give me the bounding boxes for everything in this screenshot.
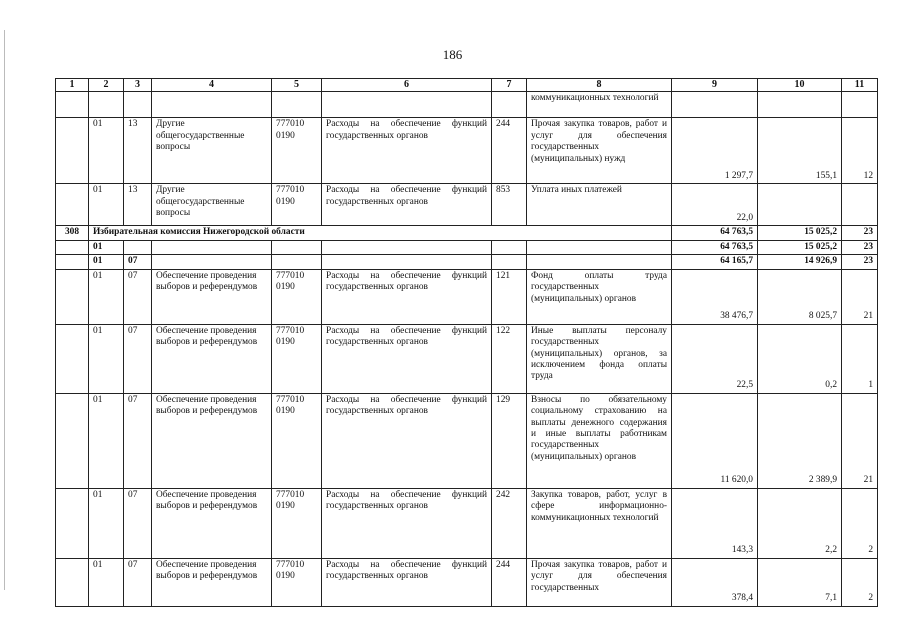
table-cell — [56, 393, 89, 488]
table-cell: 777010 0190 — [272, 269, 322, 324]
column-header-row — [56, 79, 878, 92]
table-cell: Уплата иных платежей — [527, 184, 672, 226]
table-cell — [527, 240, 672, 254]
table-cell: 777010 0190 — [272, 324, 322, 393]
column-header: 11 — [842, 79, 878, 92]
table-cell: 22,0 — [672, 184, 758, 226]
table-cell: 38 476,7 — [672, 269, 758, 324]
table-cell — [672, 92, 758, 118]
table-cell: 01 — [89, 240, 124, 254]
table-cell: Прочая закупка товаров, работ и услуг для обеспечения государственных (муниципальных) нужд — [527, 118, 672, 184]
table-cell: 7,1 — [758, 558, 842, 606]
table-cell — [492, 92, 527, 118]
table-cell: Расходы на обеспечение функций государственных органов — [322, 488, 492, 558]
table-cell: 13 — [124, 184, 152, 226]
table-cell: 2 389,9 — [758, 393, 842, 488]
table-cell — [322, 92, 492, 118]
table-row — [56, 558, 878, 606]
table-cell: 07 — [124, 324, 152, 393]
table-cell: 15 025,2 — [758, 240, 842, 254]
table-cell: 2 — [842, 488, 878, 558]
table-cell — [56, 92, 89, 118]
table-cell: 143,3 — [672, 488, 758, 558]
table-cell: Расходы на обеспечение функций государственных органов — [322, 393, 492, 488]
table-cell: Обеспечение проведения выборов и референдумов — [152, 393, 272, 488]
table-cell: Расходы на обеспечение функций государственных органов — [322, 558, 492, 606]
table-cell: 8 025,7 — [758, 269, 842, 324]
table-row — [56, 226, 878, 240]
table-cell — [124, 92, 152, 118]
table-cell: 1 — [842, 324, 878, 393]
table-row — [56, 184, 878, 226]
table-cell: 07 — [124, 255, 152, 269]
table-cell: 01 — [89, 558, 124, 606]
table-row — [56, 269, 878, 324]
table-cell: Другие общегосударственные вопросы — [152, 184, 272, 226]
table-cell — [758, 92, 842, 118]
table-cell — [152, 240, 272, 254]
table-cell — [56, 118, 89, 184]
table-cell — [492, 240, 527, 254]
table-cell: 2 — [842, 558, 878, 606]
table-cell — [322, 240, 492, 254]
table-cell — [56, 488, 89, 558]
table-cell: 64 763,5 — [672, 226, 758, 240]
column-header: 10 — [758, 79, 842, 92]
table-cell: 21 — [842, 269, 878, 324]
table-cell: 1 297,7 — [672, 118, 758, 184]
table-cell — [152, 255, 272, 269]
table-cell: 01 — [89, 269, 124, 324]
table-cell: 2,2 — [758, 488, 842, 558]
table-cell — [842, 184, 878, 226]
table-cell: 155,1 — [758, 118, 842, 184]
table-cell: коммуникационных технологий — [527, 92, 672, 118]
table-cell: Иные выплаты персоналу государственных (муниципальных) органов, за исключением фонда оплаты труда — [527, 324, 672, 393]
table-cell: 122 — [492, 324, 527, 393]
table-cell — [272, 92, 322, 118]
table-cell: 12 — [842, 118, 878, 184]
table-cell: 01 — [89, 184, 124, 226]
table-cell: 777010 0190 — [272, 393, 322, 488]
table-cell — [272, 255, 322, 269]
table-row — [56, 255, 878, 269]
table-cell: Избирательная комиссия Нижегородской области — [89, 226, 672, 240]
table-cell — [56, 269, 89, 324]
table-cell: 01 — [89, 324, 124, 393]
left-margin-rule — [4, 30, 5, 590]
table-cell: 64 165,7 — [672, 255, 758, 269]
table-cell — [89, 92, 124, 118]
table-cell: 01 — [89, 118, 124, 184]
table-cell: Прочая закупка товаров, работ и услуг для обеспечения государственных — [527, 558, 672, 606]
table-cell: 121 — [492, 269, 527, 324]
table-cell: 07 — [124, 269, 152, 324]
table-cell — [527, 255, 672, 269]
table-cell: 07 — [124, 488, 152, 558]
table-cell: Обеспечение проведения выборов и референдумов — [152, 558, 272, 606]
table-cell: 14 926,9 — [758, 255, 842, 269]
table-cell — [56, 255, 89, 269]
table-cell — [124, 240, 152, 254]
table-body — [56, 79, 878, 607]
table-cell — [56, 240, 89, 254]
column-header: 8 — [527, 79, 672, 92]
table-cell: 242 — [492, 488, 527, 558]
column-header: 6 — [322, 79, 492, 92]
table-cell: 13 — [124, 118, 152, 184]
table-cell: 777010 0190 — [272, 118, 322, 184]
table-cell — [56, 184, 89, 226]
table-cell: Другие общегосударственные вопросы — [152, 118, 272, 184]
table-cell: Взносы по обязательному социальному страхованию на выплаты денежного содержания и иные выплаты работникам государственных (муниципальных) органов — [527, 393, 672, 488]
column-header: 9 — [672, 79, 758, 92]
table-cell: 129 — [492, 393, 527, 488]
budget-table — [55, 78, 878, 607]
column-header: 3 — [124, 79, 152, 92]
table-cell: Расходы на обеспечение функций государственных органов — [322, 324, 492, 393]
table-cell: Фонд оплаты труда государственных (муниципальных) органов — [527, 269, 672, 324]
table-cell: 853 — [492, 184, 527, 226]
table-cell — [758, 184, 842, 226]
column-header: 1 — [56, 79, 89, 92]
table-cell: 244 — [492, 118, 527, 184]
table-cell: Обеспечение проведения выборов и референдумов — [152, 324, 272, 393]
table-cell: 64 763,5 — [672, 240, 758, 254]
table-cell: 23 — [842, 255, 878, 269]
table-cell — [152, 92, 272, 118]
table-cell: 01 — [89, 488, 124, 558]
table-cell: 07 — [124, 393, 152, 488]
table-row — [56, 488, 878, 558]
table-cell: Обеспечение проведения выборов и референдумов — [152, 269, 272, 324]
table-row — [56, 324, 878, 393]
table-row — [56, 92, 878, 118]
table-cell: 15 025,2 — [758, 226, 842, 240]
table-cell: Расходы на обеспечение функций государственных органов — [322, 269, 492, 324]
column-header: 2 — [89, 79, 124, 92]
table-cell — [492, 255, 527, 269]
table-cell: 244 — [492, 558, 527, 606]
page-number: 186 — [442, 47, 463, 62]
table-cell: 01 — [89, 255, 124, 269]
table-cell — [56, 558, 89, 606]
table-row — [56, 118, 878, 184]
column-header: 5 — [272, 79, 322, 92]
table-cell — [56, 324, 89, 393]
table-cell: 11 620,0 — [672, 393, 758, 488]
table-cell: 0,2 — [758, 324, 842, 393]
table-cell: 23 — [842, 240, 878, 254]
table-cell: 308 — [56, 226, 89, 240]
table-cell: 777010 0190 — [272, 184, 322, 226]
table-cell: Расходы на обеспечение функций государственных органов — [322, 184, 492, 226]
table-row — [56, 393, 878, 488]
table-cell: 22,5 — [672, 324, 758, 393]
table-cell: 23 — [842, 226, 878, 240]
table-cell: 21 — [842, 393, 878, 488]
table-cell: Закупка товаров, работ, услуг в сфере информационно-коммуникационных технологий — [527, 488, 672, 558]
table-cell: 777010 0190 — [272, 558, 322, 606]
table-cell — [842, 92, 878, 118]
column-header: 7 — [492, 79, 527, 92]
table-row — [56, 240, 878, 254]
table-cell — [322, 255, 492, 269]
table-cell: Обеспечение проведения выборов и референдумов — [152, 488, 272, 558]
table-cell: 01 — [89, 393, 124, 488]
table-cell: Расходы на обеспечение функций государственных органов — [322, 118, 492, 184]
table-cell: 07 — [124, 558, 152, 606]
table-cell: 378,4 — [672, 558, 758, 606]
column-header: 4 — [152, 79, 272, 92]
table-cell: 777010 0190 — [272, 488, 322, 558]
table-cell — [272, 240, 322, 254]
